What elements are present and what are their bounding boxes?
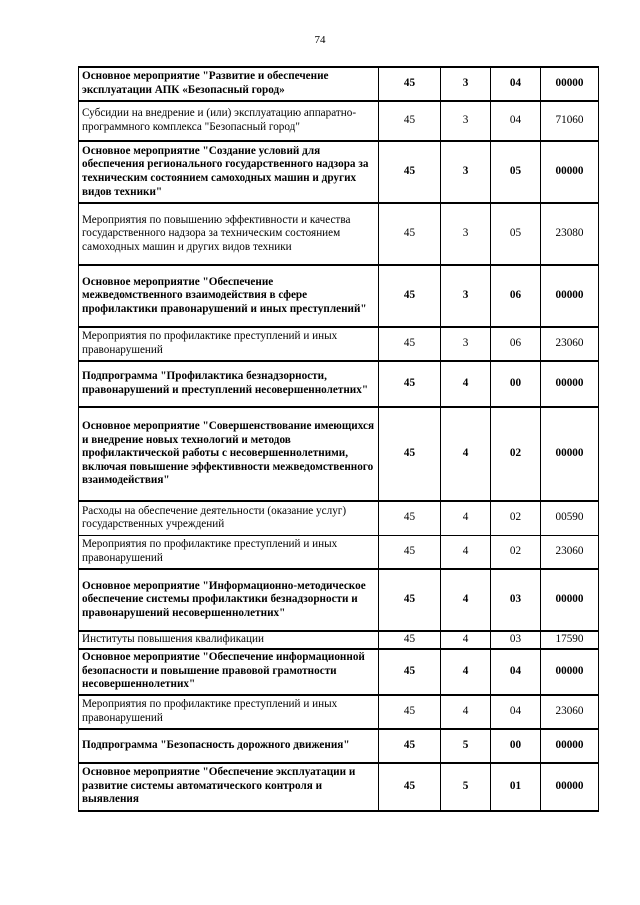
row-name-cell: Расходы на обеспечение деятельности (оказание услуг) государственных учреждений bbox=[79, 501, 379, 535]
table-row bbox=[79, 649, 599, 695]
row-name-cell: Институты повышения квалификации bbox=[79, 631, 379, 649]
subprogram-code-cell: 4 bbox=[441, 535, 491, 569]
ministry-code-cell: 45 bbox=[379, 101, 441, 141]
expense-direction-code-cell: 00000 bbox=[541, 763, 599, 811]
activity-code-cell: 03 bbox=[491, 631, 541, 649]
subprogram-code-cell: 3 bbox=[441, 141, 491, 203]
ministry-code-cell: 45 bbox=[379, 695, 441, 729]
ministry-code-cell: 45 bbox=[379, 501, 441, 535]
expense-direction-code-cell: 17590 bbox=[541, 631, 599, 649]
subprogram-code-cell: 3 bbox=[441, 265, 491, 327]
expense-direction-code-cell: 00000 bbox=[541, 649, 599, 695]
table-row bbox=[79, 327, 599, 361]
expense-direction-code-cell: 00000 bbox=[541, 361, 599, 407]
activity-code-cell: 02 bbox=[491, 501, 541, 535]
row-name-cell: Мероприятия по повышению эффективности и качества государственного надзора за техническим состоянием самоходных машин и других видов техники bbox=[79, 203, 379, 265]
budget-classification-table bbox=[78, 66, 599, 812]
subprogram-code-cell: 3 bbox=[441, 67, 491, 101]
activity-code-cell: 01 bbox=[491, 763, 541, 811]
ministry-code-cell: 45 bbox=[379, 203, 441, 265]
activity-code-cell: 00 bbox=[491, 729, 541, 763]
subprogram-code-cell: 4 bbox=[441, 569, 491, 631]
row-name-cell: Мероприятия по профилактике преступлений и иных правонарушений bbox=[79, 695, 379, 729]
expense-direction-code-cell: 00590 bbox=[541, 501, 599, 535]
subprogram-code-cell: 4 bbox=[441, 695, 491, 729]
activity-code-cell: 00 bbox=[491, 361, 541, 407]
row-name-cell: Субсидии на внедрение и (или) эксплуатацию аппаратно-программного комплекса "Безопасный город" bbox=[79, 101, 379, 141]
table-row bbox=[79, 407, 599, 501]
subprogram-code-cell: 4 bbox=[441, 501, 491, 535]
table-row bbox=[79, 569, 599, 631]
table-row bbox=[79, 501, 599, 535]
row-name-cell: Основное мероприятие "Информационно-методическое обеспечение системы профилактики безнадзорности и правонарушений несовершеннолетних" bbox=[79, 569, 379, 631]
table-row bbox=[79, 695, 599, 729]
ministry-code-cell: 45 bbox=[379, 141, 441, 203]
ministry-code-cell: 45 bbox=[379, 569, 441, 631]
activity-code-cell: 05 bbox=[491, 203, 541, 265]
expense-direction-code-cell: 00000 bbox=[541, 141, 599, 203]
activity-code-cell: 06 bbox=[491, 265, 541, 327]
ministry-code-cell: 45 bbox=[379, 631, 441, 649]
subprogram-code-cell: 4 bbox=[441, 361, 491, 407]
page-number: 74 bbox=[314, 34, 326, 46]
row-name-cell: Подпрограмма "Безопасность дорожного движения" bbox=[79, 729, 379, 763]
ministry-code-cell: 45 bbox=[379, 361, 441, 407]
activity-code-cell: 05 bbox=[491, 141, 541, 203]
row-name-cell: Основное мероприятие "Обеспечение информационной безопасности и повышение правовой грамотности несовершеннолетних" bbox=[79, 649, 379, 695]
ministry-code-cell: 45 bbox=[379, 729, 441, 763]
table-row bbox=[79, 631, 599, 649]
row-name-cell: Подпрограмма "Профилактика безнадзорности, правонарушений и преступлений несовершеннолетних" bbox=[79, 361, 379, 407]
subprogram-code-cell: 3 bbox=[441, 203, 491, 265]
expense-direction-code-cell: 00000 bbox=[541, 265, 599, 327]
table-row bbox=[79, 203, 599, 265]
expense-direction-code-cell: 00000 bbox=[541, 407, 599, 501]
ministry-code-cell: 45 bbox=[379, 265, 441, 327]
subprogram-code-cell: 5 bbox=[441, 763, 491, 811]
ministry-code-cell: 45 bbox=[379, 649, 441, 695]
subprogram-code-cell: 5 bbox=[441, 729, 491, 763]
expense-direction-code-cell: 23060 bbox=[541, 327, 599, 361]
subprogram-code-cell: 4 bbox=[441, 631, 491, 649]
expense-direction-code-cell: 23060 bbox=[541, 535, 599, 569]
row-name-cell: Основное мероприятие "Совершенствование имеющихся и внедрение новых технологий и методов профилактической работы с несовершеннолетними, включая повышение эффективности межведомственного взаимодействия" bbox=[79, 407, 379, 501]
subprogram-code-cell: 3 bbox=[441, 327, 491, 361]
table-row bbox=[79, 729, 599, 763]
ministry-code-cell: 45 bbox=[379, 407, 441, 501]
activity-code-cell: 04 bbox=[491, 101, 541, 141]
row-name-cell: Основное мероприятие "Обеспечение эксплуатации и развитие системы автоматического контроля и выявления bbox=[79, 763, 379, 811]
activity-code-cell: 04 bbox=[491, 67, 541, 101]
activity-code-cell: 04 bbox=[491, 649, 541, 695]
row-name-cell: Основное мероприятие "Развитие и обеспечение эксплуатации АПК «Безопасный город» bbox=[79, 67, 379, 101]
activity-code-cell: 02 bbox=[491, 407, 541, 501]
table-row bbox=[79, 265, 599, 327]
row-name-cell: Мероприятия по профилактике преступлений и иных правонарушений bbox=[79, 535, 379, 569]
table-row bbox=[79, 535, 599, 569]
activity-code-cell: 02 bbox=[491, 535, 541, 569]
subprogram-code-cell: 4 bbox=[441, 407, 491, 501]
table-row bbox=[79, 763, 599, 811]
activity-code-cell: 03 bbox=[491, 569, 541, 631]
table-row bbox=[79, 361, 599, 407]
ministry-code-cell: 45 bbox=[379, 327, 441, 361]
row-name-cell: Мероприятия по профилактике преступлений и иных правонарушений bbox=[79, 327, 379, 361]
activity-code-cell: 06 bbox=[491, 327, 541, 361]
expense-direction-code-cell: 00000 bbox=[541, 569, 599, 631]
expense-direction-code-cell: 00000 bbox=[541, 67, 599, 101]
row-name-cell: Основное мероприятие "Создание условий для обеспечения регионального государственного надзора за техническим состоянием самоходных машин и других видов техники" bbox=[79, 141, 379, 203]
row-name-cell: Основное мероприятие "Обеспечение межведомственного взаимодействия в сфере профилактики правонарушений и иных преступлений" bbox=[79, 265, 379, 327]
expense-direction-code-cell: 23060 bbox=[541, 695, 599, 729]
ministry-code-cell: 45 bbox=[379, 763, 441, 811]
subprogram-code-cell: 4 bbox=[441, 649, 491, 695]
table-row bbox=[79, 67, 599, 101]
expense-direction-code-cell: 71060 bbox=[541, 101, 599, 141]
ministry-code-cell: 45 bbox=[379, 67, 441, 101]
ministry-code-cell: 45 bbox=[379, 535, 441, 569]
expense-direction-code-cell: 00000 bbox=[541, 729, 599, 763]
subprogram-code-cell: 3 bbox=[441, 101, 491, 141]
expense-direction-code-cell: 23080 bbox=[541, 203, 599, 265]
table-row bbox=[79, 101, 599, 141]
activity-code-cell: 04 bbox=[491, 695, 541, 729]
table-row bbox=[79, 141, 599, 203]
